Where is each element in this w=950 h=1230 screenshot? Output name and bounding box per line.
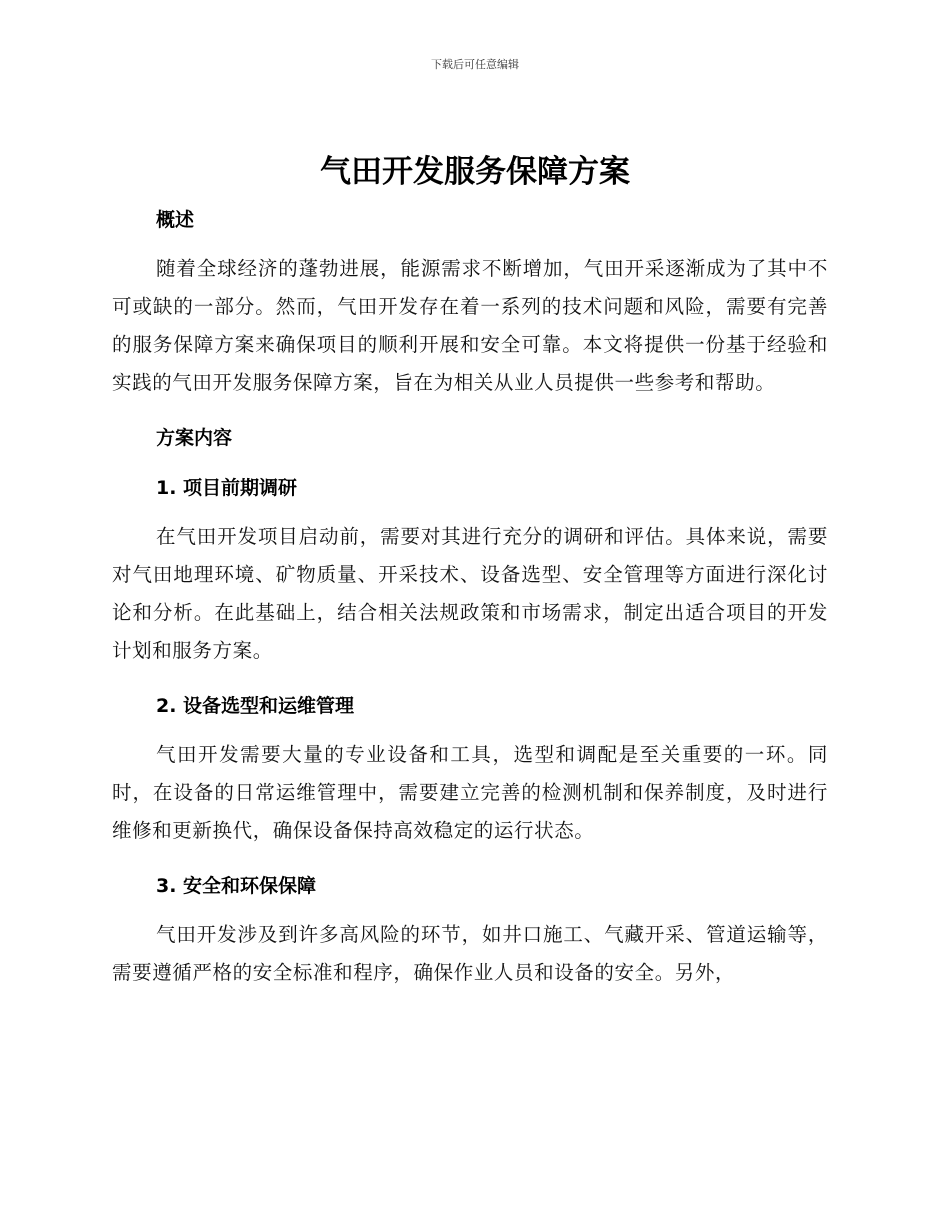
- document-title: 气田开发服务保障方案: [320, 154, 630, 190]
- section-heading-safety: 3. 安全和环保保障: [156, 875, 317, 897]
- section-heading-preliminary-research: 1. 项目前期调研: [156, 477, 298, 499]
- page-header-note: 下载后可任意编辑: [431, 58, 519, 71]
- section-paragraph-preliminary-research: 在气田开发项目启动前，需要对其进行充分的调研和评估。具体来说，需要对气田地理环境、矿物质量、开采技术、设备选型、安全管理等方面进行深化讨论和分析。在此基础上，结合相关法规政策和市场需求，制定出适合项目的开发计划和服务方案。: [112, 525, 828, 662]
- section-paragraph-overview: 随着全球经济的蓬勃进展，能源需求不断增加，气田开采逐渐成为了其中不可或缺的一部分。然而，气田开发存在着一系列的技术问题和风险，需要有完善的服务保障方案来确保项目的顺利开展和安全可靠。本文将提供一份基于经验和实践的气田开发服务保障方案，旨在为相关从业人员提供一些参考和帮助。: [112, 257, 828, 394]
- section-paragraph-equipment: 气田开发需要大量的专业设备和工具，选型和调配是至关重要的一环。同时，在设备的日常运维管理中，需要建立完善的检测机制和保养制度，及时进行维修和更新换代，确保设备保持高效稳定的运行状态。: [112, 743, 828, 842]
- section-heading-overview: 概述: [156, 209, 195, 231]
- section-heading-plan-content: 方案内容: [156, 427, 233, 449]
- document-body: [112, 200, 828, 992]
- section-paragraph-safety: 气田开发涉及到许多高风险的环节，如井口施工、气藏开采、管道运输等，需要遵循严格的安全标准和程序，确保作业人员和设备的安全。另外，: [112, 923, 828, 984]
- section-heading-equipment: 2. 设备选型和运维管理: [156, 695, 355, 717]
